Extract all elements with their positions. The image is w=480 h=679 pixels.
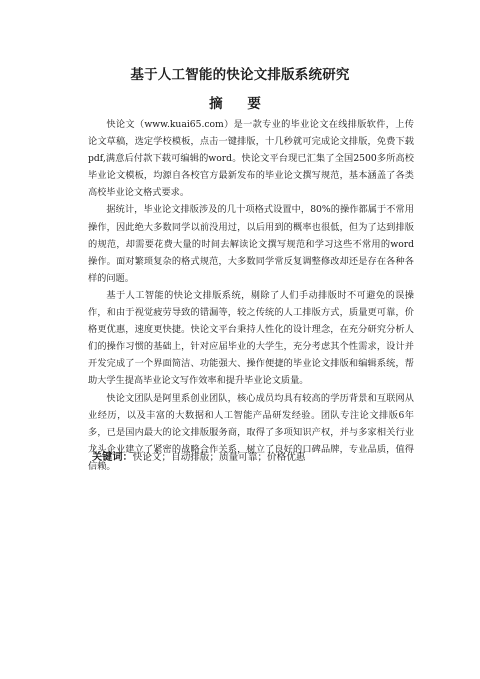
keywords-label: 关键词： bbox=[92, 452, 133, 463]
abstract-paragraph-4: 快论文团队是阿里系创业团队，核心成员均具有较高的学历背景和互联网从业经历，以及丰富的大数据和人工智能产品研发经验。团队专注论文排版6年多，已是国内最大的论文排版服务商，取得了多项知识产权，并与多家相关行业龙头企业建立了紧密的战略合作关系，树立了良好的口碑品牌，专业品质，值得信赖。 bbox=[88, 392, 414, 472]
document-title: 基于人工智能的快论文排版系统研究 bbox=[130, 67, 350, 83]
abstract-paragraph-1: 快论文（www.kuai65.com）是一款专业的毕业论文在线排版软件，上传论文草稿，选定学校模板，点击一键排版，十几秒就可完成论文排版，免费下载pdf,满意后付款下载可编辑的word。快论文平台现已汇集了全国2500多所高校毕业论文模板，均源自各校官方最新发布的毕业论文撰写规范，基本涵盖了各类高校毕业论文格式要求。 bbox=[88, 119, 414, 199]
abstract-body bbox=[88, 116, 414, 475]
abstract-heading: 摘 要 bbox=[209, 96, 271, 112]
keywords-text: 快论文；自动排版；质量可靠；价格优惠 bbox=[132, 452, 306, 463]
abstract-paragraph-2: 据统计，毕业论文排版涉及的几十项格式设置中，80%的操作都属于不常用操作，因此绝大多数同学以前没用过，以后用到的概率也很低，但为了达到排版的规范，却需要花费大量的时间去解读论文撰写规范和学习这些不常用的word操作。面对繁琐复杂的格式规范，大多数同学常反复调整修改却还是存在各种各样的问题。 bbox=[88, 204, 414, 284]
keywords-line bbox=[92, 450, 422, 466]
abstract-paragraph-3: 基于人工智能的快论文排版系统，剔除了人们手动排版时不可避免的误操作，和由于视觉疲劳导致的错漏等，较之传统的人工排版方式，质量更可靠，价格更优惠，速度更快捷。快论文平台秉持人性化的设计理念，在充分研究分析人们的操作习惯的基础上，针对应届毕业的大学生，充分考虑其个性需求，设计并开发完成了一个界面简洁、功能强大、操作便捷的毕业论文排版和编辑系统，帮助大学生提高毕业论文写作效率和提升毕业论文质量。 bbox=[88, 289, 414, 387]
